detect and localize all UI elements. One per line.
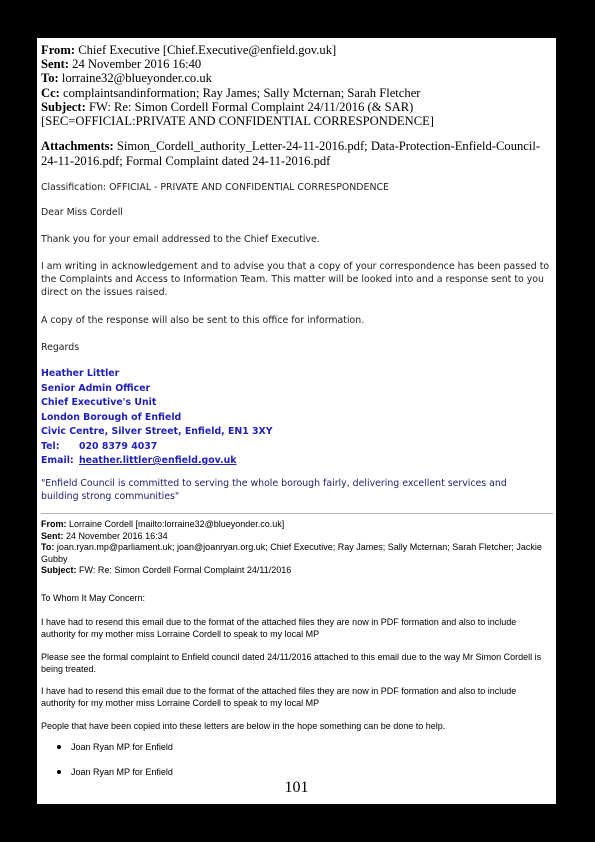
signature-org: London Borough of Enfield [41, 411, 182, 423]
email-header-1 [41, 43, 553, 128]
tel-label: Tel: [41, 440, 60, 452]
to-value: lorraine32@blueyonder.co.uk [61, 71, 212, 86]
regards: Regards [41, 342, 80, 353]
body-paragraph: People that have been copied into these letters are below in the hope something can be done to help. [41, 721, 446, 731]
greeting: Dear Miss Cordell [41, 207, 123, 218]
list-item [57, 742, 173, 752]
to-label: To: [41, 542, 55, 552]
signature-address: Civic Centre, Silver Street, Enfield, EN1 3XY [41, 426, 273, 437]
attachments-label: Attachments: [41, 139, 114, 153]
sent-value: 24 November 2016 16:40 [72, 57, 202, 72]
sent-label: Sent: [41, 57, 69, 72]
cc-value: complaintsandinformation; Ray James; Sally Mcternan; Sarah Fletcher [63, 85, 421, 100]
sent-value: 24 November 2016 16:34 [66, 530, 168, 541]
council-quote: "Enfield Council is committed to serving the whole borough fairly, delivering excellent services and building strong communities" [41, 478, 507, 503]
body-paragraph: Thank you for your email addressed to the Chief Executive. [41, 234, 320, 245]
attachments-value: Simon_Cordell_authority_Letter-24-11-2016.pdf; Data-Protection-Enfield-Council-24-11-2016.pdf; Formal Complaint dated 24-11-2016.pdf [41, 139, 541, 168]
body-paragraph: A copy of the response will also be sent to this office for information. [41, 315, 365, 326]
body-paragraph: I have had to resend this email due to the format of the attached files they are now in PDF formation and also to include authority for my mother miss Lorraine Cordell to speak to my local MP [41, 617, 517, 639]
attachments [41, 139, 553, 168]
list-item-text: Joan Ryan MP for Enfield [71, 742, 173, 752]
sent-label: Sent: [41, 530, 64, 541]
classification: Classification: OFFICIAL - PRIVATE AND CONFIDENTIAL CORRESPONDENCE [41, 182, 389, 193]
bullet-icon [57, 770, 61, 774]
from-value: Lorraine Cordell [mailto:lorraine32@blueyonder.co.uk] [69, 519, 285, 529]
email-header-2 [41, 519, 553, 577]
subject-value: FW: Re: Simon Cordell Formal Complaint 24/11/2016 [79, 565, 292, 575]
body-paragraph: Please see the formal complaint to Enfield council dated 24/11/2016 attached to this email due to the way Mr Simon Cordell is being treated. [41, 652, 542, 674]
subject-value: FW: Re: Simon Cordell Formal Complaint 24/11/2016 (& SAR) [88, 99, 414, 114]
signature-unit: Chief Executive's Unit [41, 397, 157, 408]
email-label: Email: [41, 455, 74, 466]
divider [41, 513, 553, 514]
email-link[interactable]: heather.littler@enfield.gov.uk [79, 455, 237, 466]
page-number: 101 [284, 779, 309, 796]
body-paragraph: I am writing in acknowledgement and to advise you that a copy of your correspondence has been passed to the Complaints and Access to Information Team. This matter will be looked into and a response sent to you direct on the issues raised. [41, 261, 550, 299]
salutation: To Whom It May Concern: [41, 593, 146, 603]
signature-name: Heather Littler [41, 368, 120, 379]
bullet-icon [57, 745, 61, 749]
signature-title: Senior Admin Officer [41, 382, 151, 394]
document-page [37, 38, 556, 804]
subject-line2: [SEC=OFFICIAL:PRIVATE AND CONFIDENTIAL CORRESPONDENCE] [41, 114, 434, 129]
signature-block [41, 367, 553, 469]
subject-label: Subject: [41, 99, 86, 114]
subject-label: Subject: [41, 565, 77, 575]
from-label: From: [41, 43, 76, 57]
to-value: joan.ryan.mp@parliament.uk; joan@joanryan.org.uk; Chief Executive; Ray James; Sally Mcternan; Sarah Fletcher; Jackie Gubby [41, 542, 542, 564]
to-label: To: [41, 71, 59, 86]
list-item [57, 767, 173, 777]
list-item-text: Joan Ryan MP for Enfield [71, 767, 173, 777]
from-value: Chief Executive [Chief.Executive@enfield.gov.uk] [78, 43, 337, 57]
body-paragraph: I have had to resend this email due to the format of the attached files they are now in PDF formation and also to include authority for my mother miss Lorraine Cordell to speak to my local MP [41, 686, 517, 708]
cc-label: Cc: [41, 85, 60, 100]
tel-value: 020 8379 4037 [79, 440, 158, 452]
from-label: From: [41, 519, 67, 529]
